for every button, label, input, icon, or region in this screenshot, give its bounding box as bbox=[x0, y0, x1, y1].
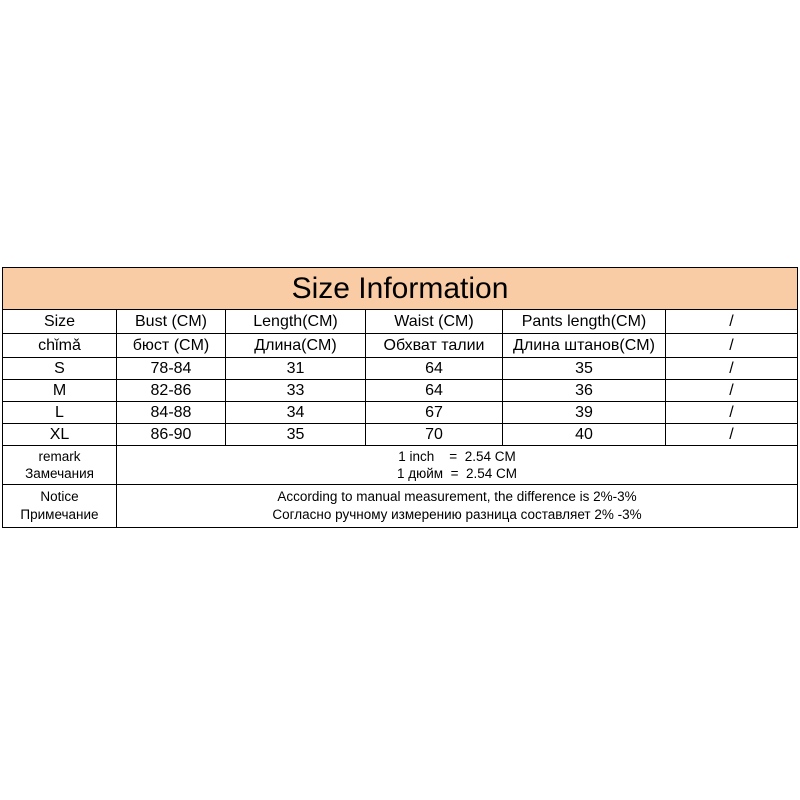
header-cell: Длина(CM) bbox=[226, 334, 366, 358]
table-row bbox=[3, 358, 798, 380]
header-cell: / bbox=[666, 310, 798, 334]
header-cell: / bbox=[666, 334, 798, 358]
notice-line-english: According to manual measurement, the difference is 2%-3% bbox=[277, 489, 637, 504]
header-cell: chǐmǎ bbox=[3, 334, 117, 358]
length-cell: 33 bbox=[226, 380, 366, 402]
title-row bbox=[3, 268, 798, 310]
remark-label-english: remark bbox=[38, 449, 81, 464]
header-cell: Pants length(CM) bbox=[503, 310, 666, 334]
table-title: Size Information bbox=[3, 268, 798, 310]
notice-label-english: Notice bbox=[40, 489, 79, 504]
pants-length-cell: 39 bbox=[503, 402, 666, 424]
bust-cell: 84-88 bbox=[117, 402, 226, 424]
extra-cell: / bbox=[666, 424, 798, 446]
bust-cell: 78-84 bbox=[117, 358, 226, 380]
pants-length-cell: 36 bbox=[503, 380, 666, 402]
table-row bbox=[3, 424, 798, 446]
size-cell: L bbox=[3, 402, 117, 424]
notice-line-russian: Согласно ручному измерению разница составляет 2% -3% bbox=[272, 507, 642, 522]
pants-length-cell: 35 bbox=[503, 358, 666, 380]
waist-cell: 64 bbox=[366, 358, 503, 380]
notice-text bbox=[117, 485, 798, 528]
pants-length-cell: 40 bbox=[503, 424, 666, 446]
waist-cell: 64 bbox=[366, 380, 503, 402]
remark-text bbox=[117, 446, 798, 485]
waist-cell: 70 bbox=[366, 424, 503, 446]
notice-label bbox=[3, 485, 117, 528]
header-cell: Bust (CM) bbox=[117, 310, 226, 334]
extra-cell: / bbox=[666, 358, 798, 380]
size-cell: S bbox=[3, 358, 117, 380]
remark-label bbox=[3, 446, 117, 485]
remark-line-english: 1 inch = 2.54 CM bbox=[398, 449, 516, 464]
bust-cell: 86-90 bbox=[117, 424, 226, 446]
header-cell: Длина штанов(CM) bbox=[503, 334, 666, 358]
header-cell: Обхват талии bbox=[366, 334, 503, 358]
length-cell: 35 bbox=[226, 424, 366, 446]
waist-cell: 67 bbox=[366, 402, 503, 424]
length-cell: 34 bbox=[226, 402, 366, 424]
bust-cell: 82-86 bbox=[117, 380, 226, 402]
header-cell: Length(CM) bbox=[226, 310, 366, 334]
header-cell: бюст (CM) bbox=[117, 334, 226, 358]
extra-cell: / bbox=[666, 380, 798, 402]
table-row bbox=[3, 380, 798, 402]
notice-label-russian: Примечание bbox=[20, 507, 99, 522]
header-cell: Waist (CM) bbox=[366, 310, 503, 334]
header-row-english bbox=[3, 310, 798, 334]
length-cell: 31 bbox=[226, 358, 366, 380]
notice-row bbox=[3, 485, 798, 528]
size-cell: M bbox=[3, 380, 117, 402]
extra-cell: / bbox=[666, 402, 798, 424]
remark-label-russian: Замечания bbox=[25, 466, 94, 481]
table-row bbox=[3, 402, 798, 424]
size-cell: XL bbox=[3, 424, 117, 446]
size-information-table bbox=[2, 267, 798, 528]
header-cell: Size bbox=[3, 310, 117, 334]
remark-line-russian: 1 дюйм = 2.54 CM bbox=[397, 466, 517, 481]
remark-row bbox=[3, 446, 798, 485]
header-row-russian bbox=[3, 334, 798, 358]
